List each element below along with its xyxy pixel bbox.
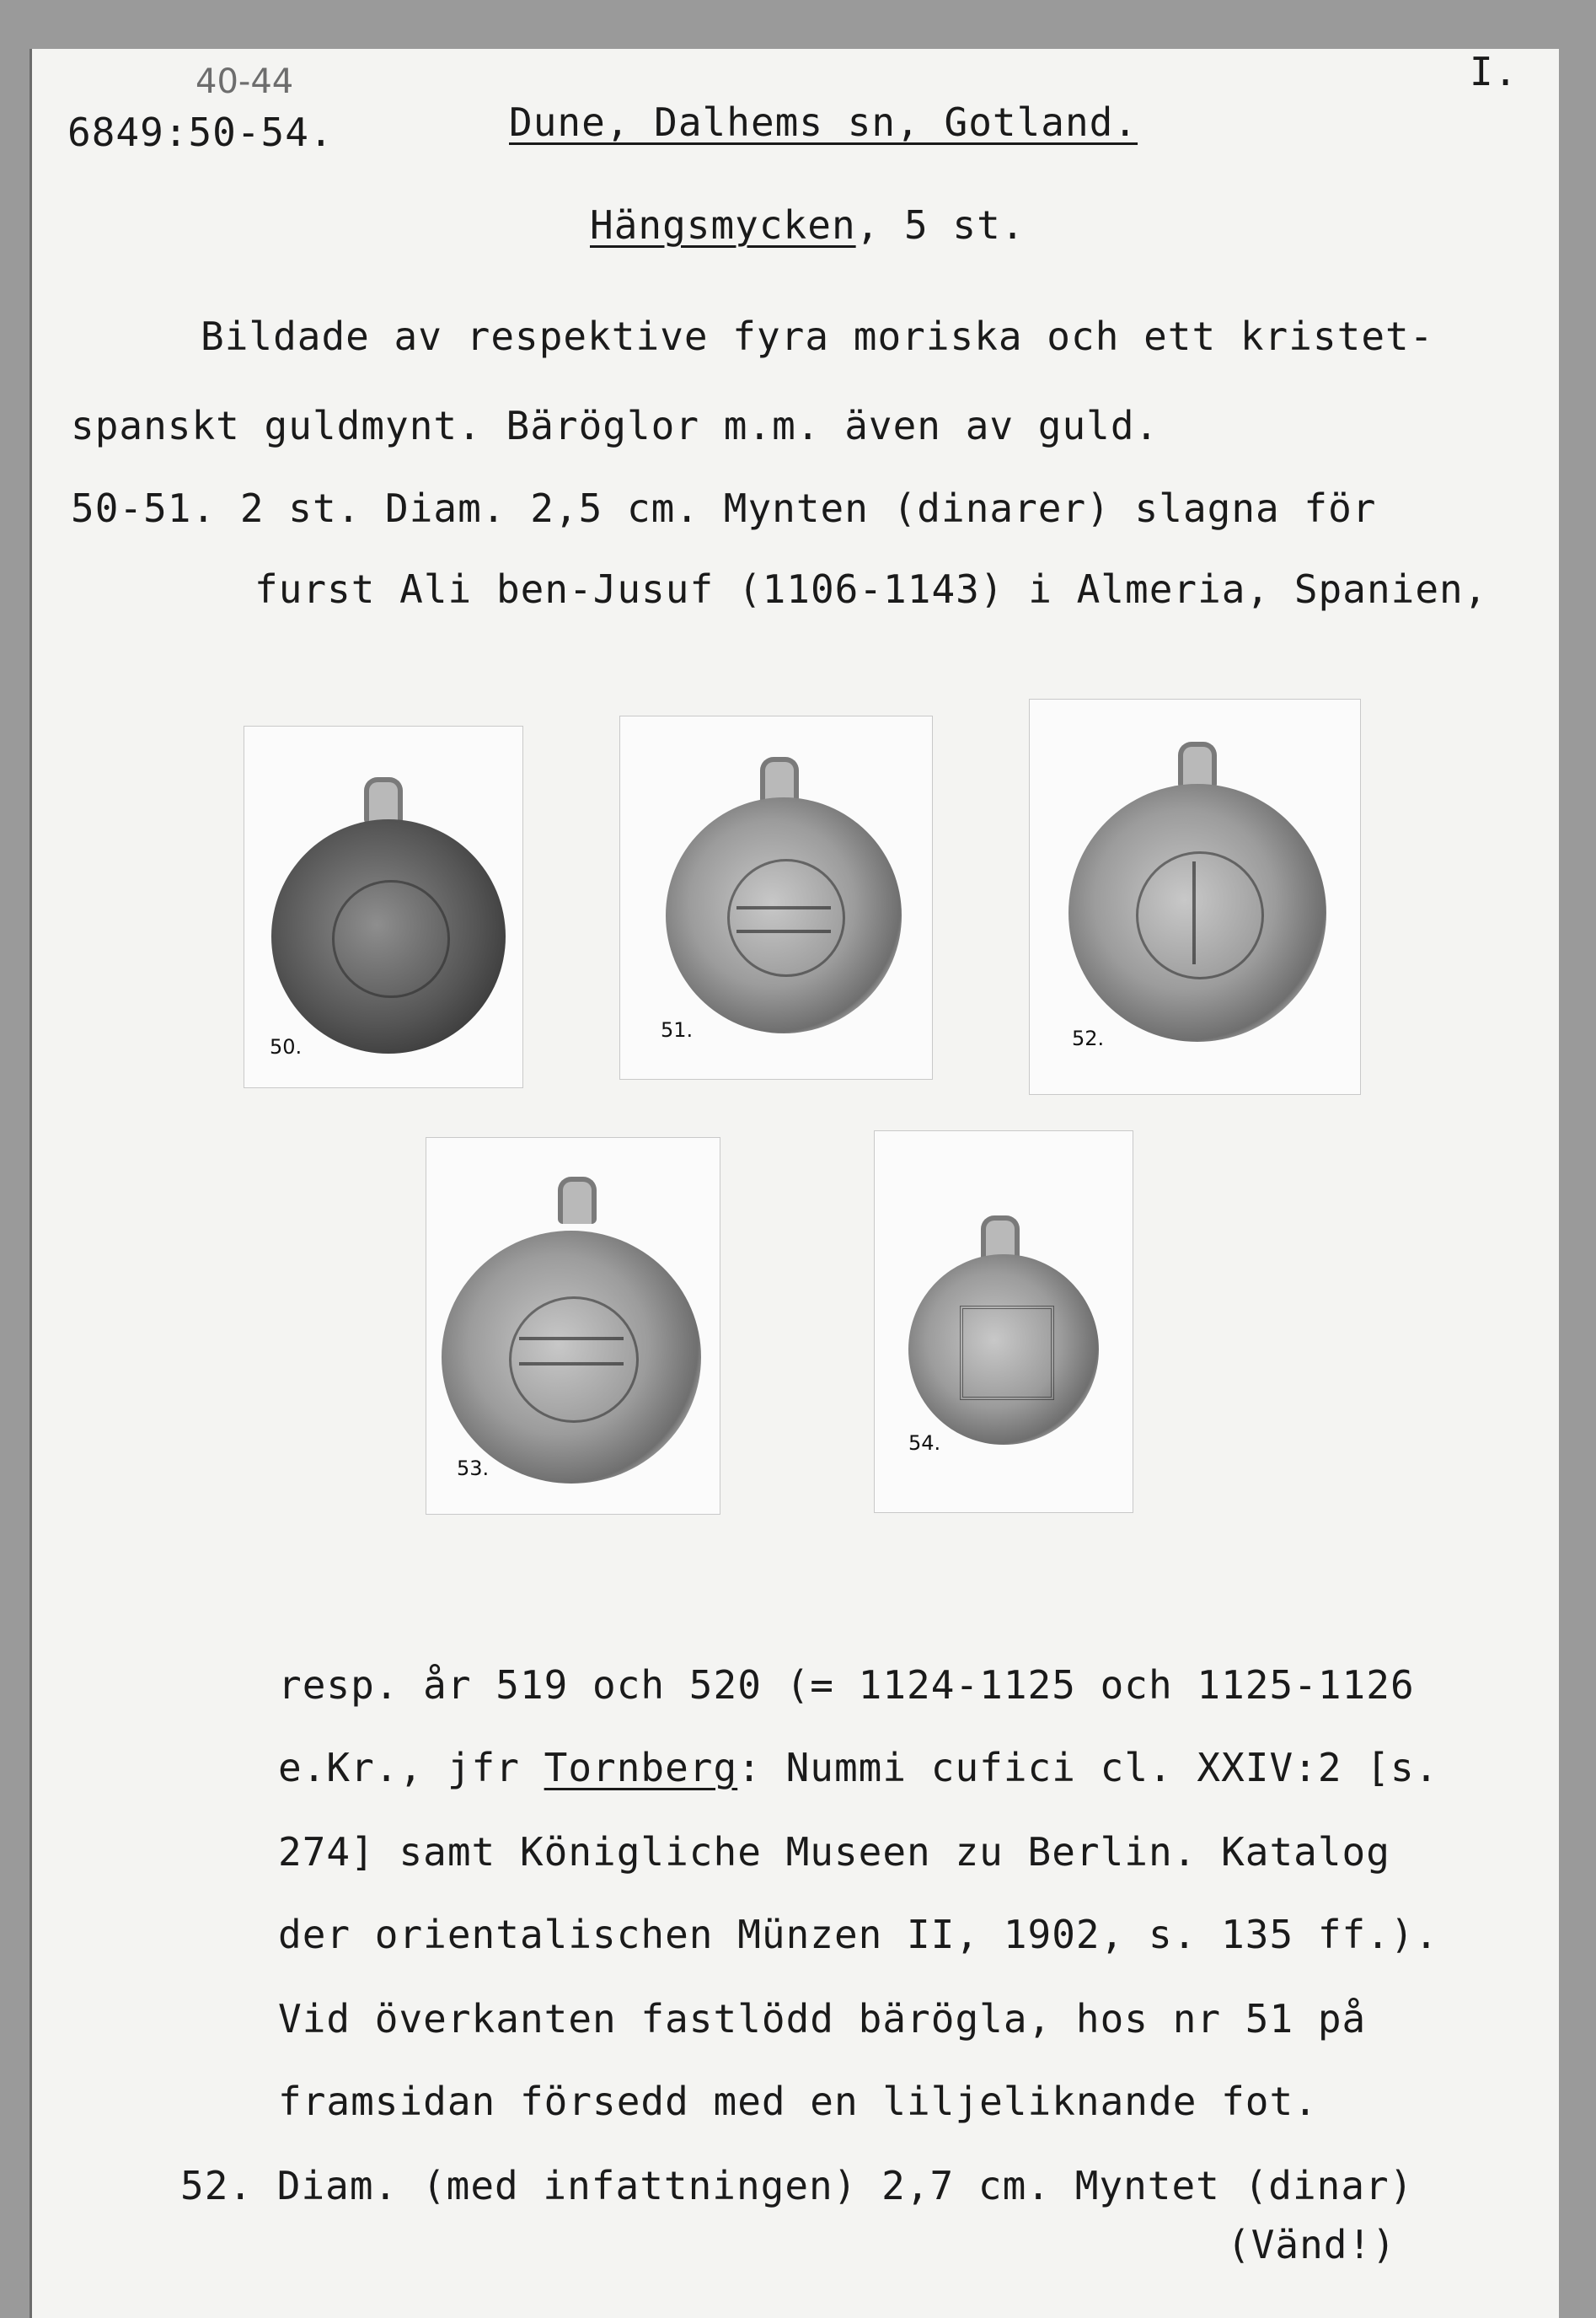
suspension-loop — [1178, 742, 1217, 789]
continuation-line-1: resp. år 519 och 520 (= 1124-1125 och 1125-1126 — [278, 1662, 1415, 1708]
coin-inner-ring — [727, 859, 845, 977]
catalog-card — [32, 49, 1559, 2318]
coin-inner-ring — [332, 880, 449, 997]
entry-52: 52. Diam. (med infattningen) 2,7 cm. Myntet (dinar) — [180, 2163, 1414, 2208]
photo-label: 50. — [270, 1035, 303, 1059]
coin-image — [442, 1231, 701, 1484]
photo-label: 53. — [457, 1457, 490, 1480]
location-title: Dune, Dalhems sn, Gotland. — [509, 99, 1138, 145]
coin-cross-mark — [1192, 861, 1196, 964]
object-name: Hängsmycken — [590, 202, 856, 248]
continuation-line-2-start: e.Kr., jfr — [278, 1745, 544, 1790]
coin-photo-50 — [244, 727, 522, 1087]
coin-photo-53 — [426, 1138, 720, 1514]
entry-50-51-line-2: furst Ali ben-Jusuf (1106-1143) i Almeria, Spanien, — [254, 566, 1488, 612]
coin-image — [271, 819, 506, 1054]
coin-photo-52 — [1030, 700, 1360, 1094]
coin-image — [908, 1254, 1099, 1445]
inventory-number: 6849:50-54. — [67, 110, 334, 155]
continuation-line-6: framsidan försedd med en liljeliknande fot. — [278, 2079, 1318, 2124]
card-number: I. — [1470, 49, 1518, 94]
photo-label: 52. — [1072, 1027, 1105, 1050]
continuation-line-3: 274] samt Königliche Museen zu Berlin. Katalog — [278, 1829, 1390, 1875]
photo-label: 54. — [908, 1431, 941, 1455]
coin-square-frame — [960, 1306, 1054, 1400]
entry-50-51-line-1: 50-51. 2 st. Diam. 2,5 cm. Mynten (dinarer) slagna för — [71, 486, 1377, 531]
intro-line-2: spanskt guldmynt. Bäröglor m.m. även av guld. — [71, 403, 1160, 448]
continuation-line-2 — [278, 1745, 1438, 1790]
coin-inscription-line — [736, 930, 831, 933]
coin-inscription-line — [519, 1362, 623, 1366]
suspension-loop — [558, 1177, 597, 1224]
coin-photo-54 — [875, 1131, 1133, 1512]
suspension-loop — [364, 777, 403, 824]
pencil-note: 40-44 — [195, 62, 294, 101]
coin-image — [1068, 784, 1326, 1042]
coin-inner-ring — [509, 1296, 639, 1423]
object-count: , 5 st. — [855, 202, 1026, 248]
continuation-line-5: Vid överkanten fastlödd bärögla, hos nr 51 på — [278, 1996, 1367, 2042]
reference-author: Tornberg — [544, 1745, 738, 1790]
turn-over-note: (Vänd!) — [1227, 2222, 1396, 2267]
coin-inscription-line — [736, 906, 831, 909]
continuation-line-4: der orientalischen Münzen II, 1902, s. 135 ff.). — [278, 1912, 1439, 1957]
coin-inscription-line — [519, 1337, 623, 1340]
coin-image — [666, 797, 902, 1033]
coin-photo-51 — [620, 716, 932, 1079]
intro-line-1: Bildade av respektive fyra moriska och ett kristet- — [201, 314, 1434, 359]
object-heading — [590, 202, 1026, 248]
photo-label: 51. — [661, 1018, 694, 1042]
coin-inner-ring — [1136, 851, 1265, 980]
continuation-line-2-end: : Nummi cufici cl. XXIV:2 [s. — [737, 1745, 1439, 1790]
